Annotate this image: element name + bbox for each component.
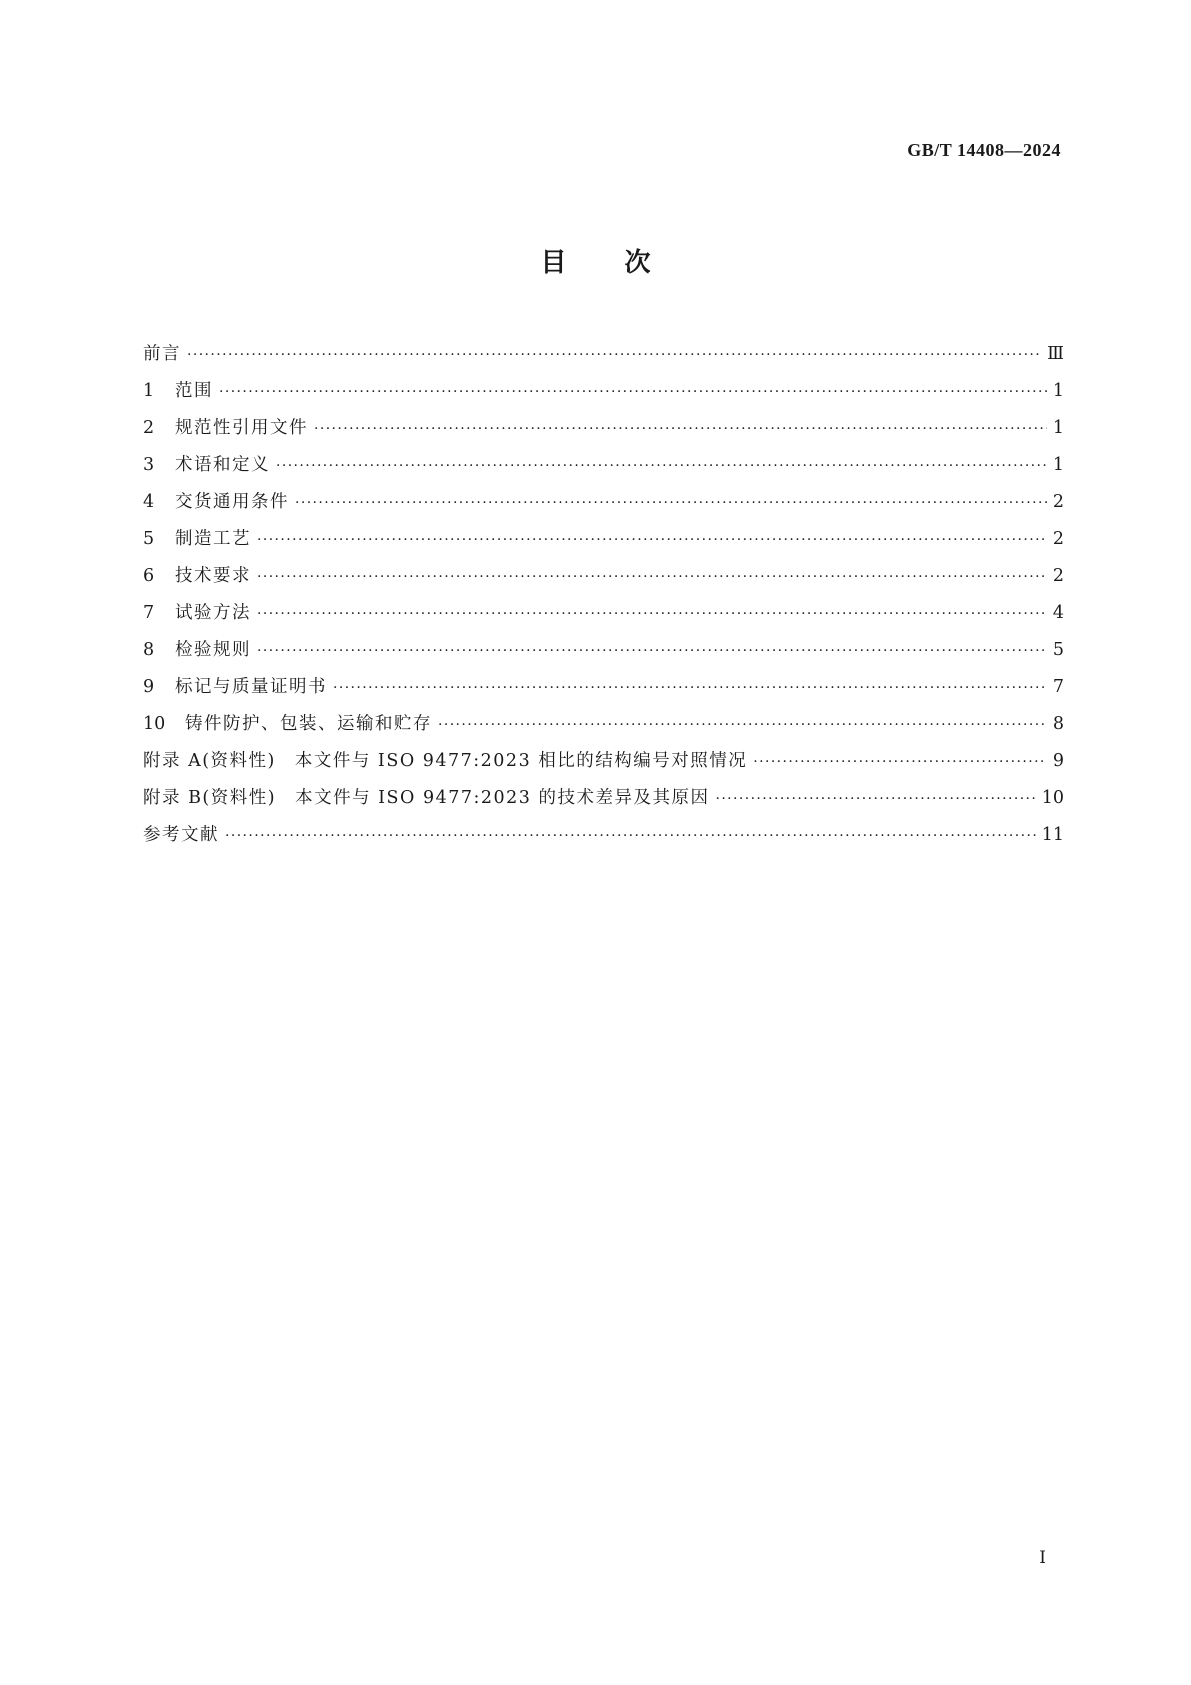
toc-entry-label: 交货通用条件	[175, 492, 289, 512]
toc-dot-leader	[219, 384, 1047, 400]
toc-entry-annex-a[interactable]	[143, 747, 1064, 784]
toc-dot-leader	[438, 717, 1047, 733]
toc-entry-page: 2	[1052, 529, 1064, 549]
toc-entry-label: 附录 B(资料性) 本文件与 ISO 9477:2023 的技术差异及其原因	[143, 788, 710, 808]
toc-dot-leader	[753, 754, 1047, 770]
toc-dot-leader	[715, 791, 1035, 807]
toc-entry-number: 4	[143, 492, 155, 512]
page-number: I	[1039, 1548, 1046, 1568]
toc-entry-label: 规范性引用文件	[175, 418, 308, 438]
toc-entry-label: 检验规则	[175, 640, 251, 660]
toc-entry-number: 9	[143, 677, 155, 697]
toc-entry-label: 试验方法	[175, 603, 251, 623]
toc-entry-7[interactable]	[143, 599, 1064, 636]
toc-entry-10[interactable]	[143, 710, 1064, 747]
toc-entry-page: 2	[1052, 492, 1064, 512]
toc-entry-label: 前言	[143, 344, 181, 364]
toc-dot-leader	[187, 347, 1041, 363]
standard-number: GB/T 14408—2024	[907, 140, 1061, 160]
toc-entry-label: 标记与质量证明书	[175, 677, 327, 697]
toc-entry-label: 制造工艺	[175, 529, 251, 549]
toc-entry-page: Ⅲ	[1047, 344, 1064, 364]
toc-entry-page: 4	[1052, 603, 1064, 623]
toc-entry-page: 11	[1041, 825, 1064, 845]
toc-entry-8[interactable]	[143, 636, 1064, 673]
toc-entry-page: 2	[1052, 566, 1064, 586]
toc-entry-number: 1	[143, 381, 155, 401]
toc-entry-number: 3	[143, 455, 155, 475]
toc-dot-leader	[295, 495, 1047, 511]
toc-entry-foreword[interactable]	[143, 340, 1064, 377]
toc-entry-label: 铸件防护、包装、运输和贮存	[185, 714, 432, 734]
toc-dot-leader	[314, 421, 1047, 437]
toc-entry-6[interactable]	[143, 562, 1064, 599]
toc-entry-page: 9	[1052, 751, 1064, 771]
toc-entry-annex-b[interactable]	[143, 784, 1064, 821]
toc-entry-5[interactable]	[143, 525, 1064, 562]
toc-entry-bibliography[interactable]	[143, 821, 1064, 858]
toc-entry-number: 2	[143, 418, 155, 438]
toc-dot-leader	[257, 606, 1047, 622]
toc-entry-page: 5	[1052, 640, 1064, 660]
toc-entry-number: 10	[143, 714, 166, 734]
toc-entry-number: 6	[143, 566, 155, 586]
toc-entry-page: 7	[1052, 677, 1064, 697]
toc-entry-page: 1	[1052, 418, 1064, 438]
toc-entry-label: 范围	[175, 381, 213, 401]
toc-entry-label: 术语和定义	[175, 455, 270, 475]
toc-dot-leader	[257, 532, 1047, 548]
toc-entry-1[interactable]	[143, 377, 1064, 414]
toc-entry-label: 技术要求	[175, 566, 251, 586]
table-of-contents	[143, 340, 1064, 858]
toc-entry-page: 1	[1052, 455, 1064, 475]
toc-entry-3[interactable]	[143, 451, 1064, 488]
toc-dot-leader	[276, 458, 1047, 474]
toc-dot-leader	[257, 569, 1047, 585]
toc-entry-number: 7	[143, 603, 155, 623]
toc-dot-leader	[257, 643, 1047, 659]
toc-dot-leader	[225, 828, 1036, 844]
toc-entry-2[interactable]	[143, 414, 1064, 451]
toc-entry-label: 附录 A(资料性) 本文件与 ISO 9477:2023 相比的结构编号对照情况	[143, 751, 748, 771]
toc-dot-leader	[333, 680, 1047, 696]
toc-entry-label: 参考文献	[143, 825, 219, 845]
toc-entry-4[interactable]	[143, 488, 1064, 525]
toc-entry-page: 1	[1052, 381, 1064, 401]
toc-entry-number: 5	[143, 529, 155, 549]
toc-entry-page: 10	[1041, 788, 1064, 808]
toc-entry-number: 8	[143, 640, 155, 660]
toc-entry-9[interactable]	[143, 673, 1064, 710]
page-title: 目次	[540, 248, 709, 278]
toc-entry-page: 8	[1052, 714, 1064, 734]
